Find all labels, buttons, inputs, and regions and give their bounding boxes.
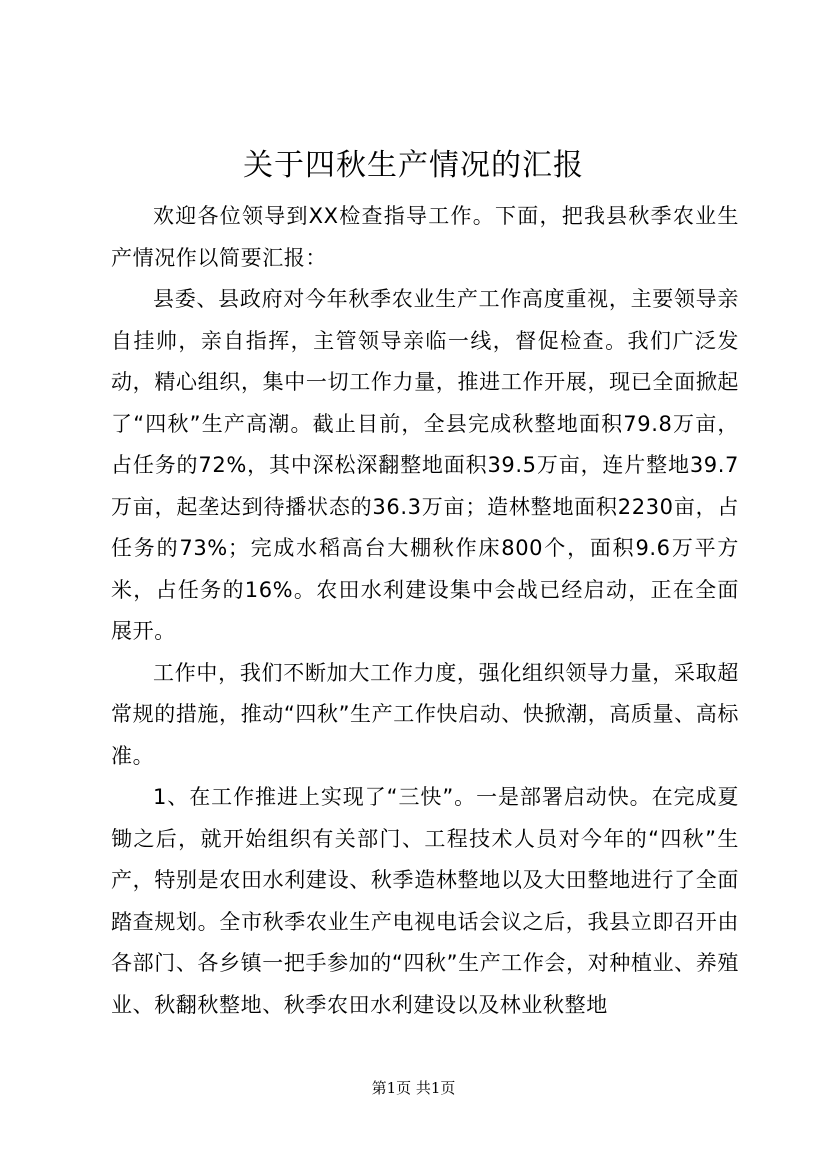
page-number-footer: 第1页 共1页 [371, 1079, 456, 1097]
paragraph-measures: 工作中，我们不断加大工作力度，强化组织领导力量，采取超常规的措施，推动“四秋”生产工作快启动、快掀潮，高质量、高标准。 [111, 660, 739, 768]
paragraph-progress: 县委、县政府对今年秋季农业生产工作高度重视，主要领导亲自挂帅，亲自指挥，主管领导亲临一线，督促检查。我们广泛发动，精心组织，集中一切工作力量，推进工作开展，现已全面掀起了“四秋”生产高潮。截止目前，全县完成秋整地面积79.8万亩，占任务的72%，其中深松深翻整地面积39.5万亩，连片整地39.7万亩，起垄达到待播状态的36.3万亩；造林整地面积2230亩，占任务的73%；完成水稻高台大棚秋作床800个，面积9.6万平方米，占任务的16%。农田水利建设集中会战已经启动，正在全面展开。 [111, 287, 739, 643]
document-body [111, 196, 739, 1026]
paragraph-three-fast: 1、在工作推进上实现了“三快”。一是部署启动快。在完成夏锄之后，就开始组织有关部门、工程技术人员对今年的“四秋”生产，特别是农田水利建设、秋季造林整地以及大田整地进行了全面踏查规划。全市秋季农业生产电视电话会议之后，我县立即召开由各部门、各乡镇一把手参加的“四秋”生产工作会，对种植业、养殖业、秋翻秋整地、秋季农田水利建设以及林业秋整地 [111, 785, 739, 1017]
document-title: 关于四秋生产情况的汇报 [243, 148, 584, 183]
paragraph-intro: 欢迎各位领导到XX检查指导工作。下面，把我县秋季农业生产情况作以简要汇报： [111, 204, 739, 270]
